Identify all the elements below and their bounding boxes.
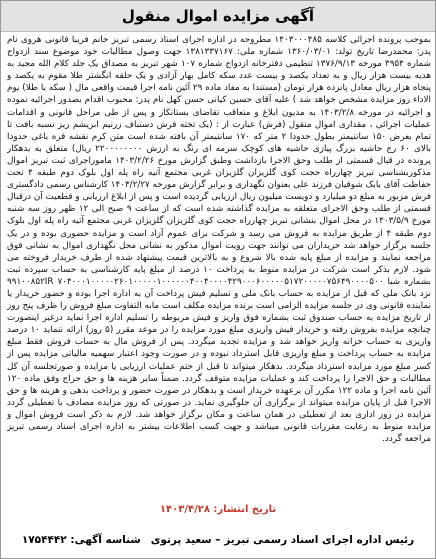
signature-line xyxy=(1,524,435,556)
publish-date-value: ۱۴۰۳/۴/۲۸ xyxy=(159,504,210,515)
notice-title: آگهی مزایده اموال منقول xyxy=(121,7,315,25)
notice-id-label: شناسه آگهی: xyxy=(70,534,141,546)
publish-date-line: تاریخ انتشار: ۱۴۰۳/۴/۲۸ xyxy=(159,504,277,515)
notice-body: بموجب پرونده اجرائی کلاسه ۱۴۰۳۰۰۰۴۸۵ مطروحه در اداره اجرای اسناد رسمی تبریز خانم فریبا قانونی هروی نام پدر: محمدرضا تاریخ تولد: ۱۳۶۰/۰۳/۰۱ شماره ملی: ۱۳۸۱۳۳۷۱۶۷ جهت وصول مطالبات خود موضوع سند ازدواج شماره ۴۹۵۴ مورخه ۱۳۷۶/۹/۱۳ تنظیمی دفترخانه ازدواج شماره ۱۰۷ شهر تبریز به مصداق یک جلد کلام الله مجید به هدیه بیست هزار ریال و به تعداد یکصد و بیست عدد سکه کامل بهار آزادی و یک حلقه انگشتر طلا مقوم به یکصد و پنجاه هزار ریال معادل پانزده هزار تومان (مستندا به مفاد ماده ۲۹ آئین نامه اجرا قیمت واقعی مال ( سکه یا طلا) یوم الاداء روز مزایده مشخص خواهد شد ) علیه آقای حسین کیانی حسن کهل نام پدر: محبوب اقدام بصدور اجرائیه نموده و اجرائیه در مورخه ۱۴۰۳/۲/۸ به مدیون ابلاغ و متعاقب تقاضای بستانکار و پس از طی مراحل قانونی و اقدامات عملیات اجرائی ، مقداری اموال منقول (فرش) عبارت از : (یک تخته فرش دستباف زرنیم ابریشم ریز نسبه بافت تا تمام بعرض ۱۵۰ سانتیمتر بطول حدودا ۲ متر که ۱۷۰ سانتیمتر آن بافته شده است متن کرم نقشه قره باغی حدودا بالای ۶۰ رج حاشیه بزرگ پیازی حاشیه های کوچک سرمه ای رنگ به ارزش ۲۲۰۰۰۰۰۰۰۰ ریال) متعلق به بدهکار پرونده در قبال قسمتی از طلب وحق الاجرا بازداشت وطبق گزارش مورخ ۱۴۰۳/۲/۲۶ ماموراجرای ثبت تبریز اموال مذکوربشناسی تبریز چهارراه حجت کوی گلزیزان گلزیزان غربی مجتمع آتیه راه پله اول بلوک دوم طبقه ۴ تحت حفاظت آقای بابک شوقیان فرزند علی بعنوان نگهداری و برابر گزارش مورخه ۱۴۰۳/۲/۲۷ کارشناس رسمی دادگستری فرش مزبور به مبلغ دو میلیارد و دویست میلیون ریال ارزیابی گردیده است و پس از ابلاغ ارزیابی و قطعیت آن درقبال قسمتی از طلب وحق الاجرای متعلقه به مزایده گذاشته شده است که از ساعت ۹ صبح الی ۱۲ ظهر روز سه شنبه مورخ ۱۴۰۳/۵/۹ در محل اموال بنشانی تبریز چهارراه حجت کوی گلزیزان گلزیزان غربی مجتمع آتیه راه پله اول بلوک دوم طبقه ۴ از طریق مزایده به فروش می رسد و شرکت برای عموم آزاد است و مزایده حضوری بوده و در یک جلسه برگزار خواهد شد خریداران می توانند جهت رویت اموال مذکور به نشانی محل نگهداری اموال به نشانی فوق مراجعه نمایند و مزایده از مبلغ پایه شده بالا شروع و به بالاترین قیمت پیشنهاد شده از طرف خریدار فروخته می شود. لازم بذکر است شرکت در مزایده منوط به پرداخت ۱۰ درصد از مبلغ پایه کارشناسی به حساب سپرده ثبت بشماره شبا ۷۰۴۰۰۰۱۰۰۰۰۰۲۶۰۱۰۰۰۰۰۱۰۰۰۰۰۰۴۰۰۴۰۰۰۰۴۲۹۰۰۰۶۰۰۰۰۰۵۱۷۲۰۰۰۰۰۷۵۶۴۹۰۰۰۰۵۰۰ ۹۹۱۰۰۸۵۲IR نزد بانک ملی که قبل از مزایده به حساب بانک ملی و تسلیم فیش پرداخت آن به اداره اجرا بوده و حضور خریدار یا نماینده قانونی وی در جلسه مزایده الزامی است برنده مزایده مکلف است مابه التفاوت مبلغ فروش را ظرف پنج روز از تاریخ مزایده به حساب صندوق ثبت بشماره فوق واریز و فیش مربوطه را تسلیم اداره اجرا نماید درغیر اینصورت چنانچه مزایده بفروش رفته و خریدار فیش واریزی مبلغ مورد مزایده را در موعد مقرر (۵ روز) ارائه ننماید ۱۰ درصد واریزی به حساب خزانه واریز خواهد شد و مزایده تجدید میگردد. پس از فروش مال به حساب فروش فقط مبلغ مزایده به حساب پرداخت و مبلغ واریزی قابل استرداد نبوده و در صورت وجود اعتبار سهمیه مالیاتی مزایده پس از کسر مبلغ مورد مزایده استرداد میگردد. بدهکار میتواند تا قبل از ختم عملیات ارزیابی یا مزایده و صورتجلسه آن کل مطالبات و حق الاجرا را پرداخت کند و عملیات مزایده متوقف گردد. ضمناً سایر هزینه ها و حق حراج وفق ماده ۱۲۰ آئین نامه اجرا و ماده ۱۲۲ مکرر آن برعهده خریدار است و بدهکار در صورت حضور و پرداخت بدهی و هزینه ها و حق الاجرا قبل از پایان مزایده میتواند از برگزاری آن جلوگیری نماید. در صورتی که روز مزایده مصادف با تعطیلی گردد مزایده در روز اداری بعد از تعطیلی در همان ساعت و مکان برگزار خواهد شد. لازم به ذکر است فروش اموال و مزایده منوط به رعایت مقررات قانونی میباشد و جهت کسب اطلاعات بیشتر به اداره اجرای اسناد رسمی تبریز مراجعه گردد. xyxy=(7,35,431,445)
signer-title: رئیس اداره اجرای اسناد رسمی تبریز – سعید پرتوی xyxy=(150,534,415,546)
notice-id-value: ۱۷۵۴۴۴۲ xyxy=(21,534,67,546)
publish-date-label: تاریخ انتشار xyxy=(217,504,277,515)
notice-header xyxy=(1,1,435,32)
